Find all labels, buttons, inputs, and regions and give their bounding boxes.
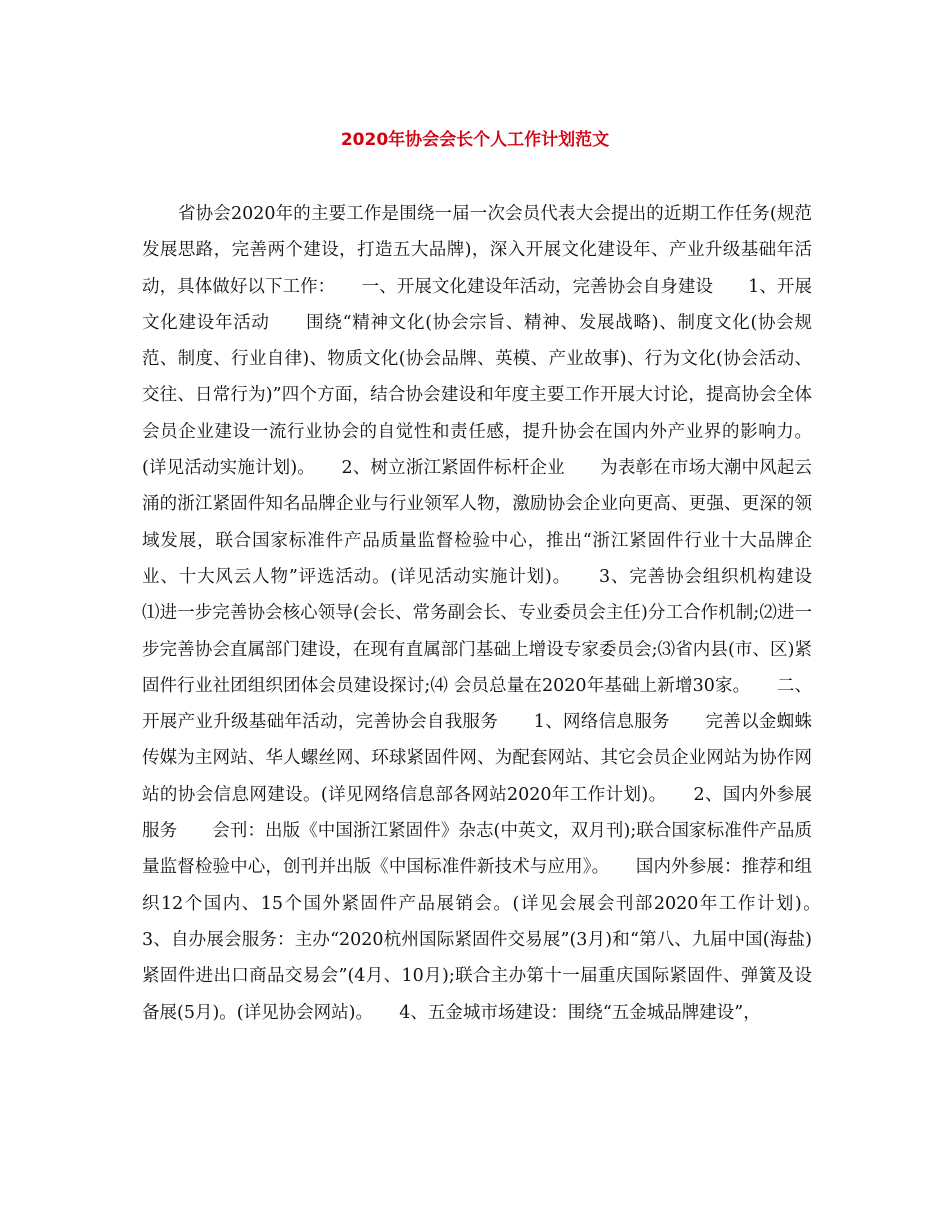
document-title: 2020年协会会长个人工作计划范文 xyxy=(340,130,610,150)
document-body-paragraph: 省协会2020年的主要工作是围绕一届一次会员代表大会提出的近期工作任务(规范发展思路，完善两个建设，打造五大品牌)，深入开展文化建设年、产业升级基础年活动，具体做好以下工作： 一、开展文化建设年活动，完善协会自身建设 1、开展文化建设年活动 围绕“精神文化(协会宗旨、精神、发展战略)、制度文化(协会规范、制度、行业自律)、物质文化(协会品牌、英模、产业故事)、行为文化(协会活动、交往、日常行为)”四个方面，结合协会建设和年度主要工作开展大讨论，提高协会全体会员企业建设一流行业协会的自觉性和责任感，提升协会在国内外产业界的影响力。(详见活动实施计划)。 2、树立浙江紧固件标杆企业 为表彰在市场大潮中风起云涌的浙江紧固件知名品牌企业与行业领军人物，激励协会企业向更高、更强、更深的领域发展，联合国家标准件产品质量监督检验中心，推出“浙江紧固件行业十大品牌企业、十大风云人物”评选活动。(详见活动实施计划)。 3、完善协会组织机构建设 ⑴进一步完善协会核心领导(会长、常务副会长、专业委员会主任)分工合作机制;⑵进一步完善协会直属部门建设，在现有直属部门基础上增设专家委员会;⑶省内县(市、区)紧固件行业社团组织团体会员建设探讨;⑷ 会员总量在2020年基础上新增30家。 二、开展产业升级基础年活动，完善协会自我服务 1、网络信息服务 完善以金蜘蛛传媒为主网站、华人螺丝网、环球紧固件网、为配套网站、其它会员企业网站为协作网站的协会信息网建设。(详见网络信息部各网站2020年工作计划)。 2、国内外参展服务 会刊：出版《中国浙江紧固件》杂志(中英文，双月刊);联合国家标准件产品质量监督检验中心，创刊并出版《中国标准件新技术与应用》。 国内外参展：推荐和组织12个国内、15个国外紧固件产品展销会。(详见会展会刊部2020年工作计划)。 3、自办展会服务：主办“2020杭州国际紧固件交易展”(3月)和“第八、九届中国(海盐)紧固件进出口商品交易会”(4月、10月);联合主办第十一届重庆国际紧固件、弹簧及设备展(5月)。(详见协会网站)。 4、五金城市场建设：围绕“五金城品牌建设”， xyxy=(142,204,847,1023)
